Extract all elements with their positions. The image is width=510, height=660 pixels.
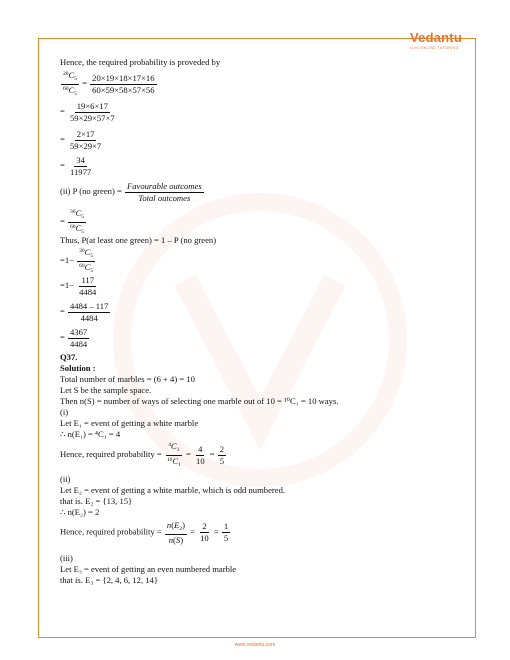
fraction: $\frac{4367}{4484}$ xyxy=(70,327,88,349)
fraction: $\frac{20\times 19\times 18\times 17\times 16}{60\times 59\times 58\times 57\times 56}$ xyxy=(92,72,155,95)
logo-name: Vedantu xyxy=(410,30,462,45)
fraction: $\frac{117}{4484}$ xyxy=(79,275,97,297)
math-line: = $\frac{34}{11977}$ xyxy=(60,155,92,177)
vedantu-logo xyxy=(410,30,468,52)
math-line: (ii) P (no green) = $\frac{\text{Favourable outcomes}}{\text{Total outcomes}}$ xyxy=(60,181,202,203)
fraction: $\frac{^{20}C_5}{^{60}C_5}$ xyxy=(63,70,77,97)
text-line: Total number of marbles = (6 + 4) = 10 xyxy=(60,374,195,384)
math-line: = $\frac{4367}{4484}$ xyxy=(60,327,88,349)
text-line: Thus, P(at least one green) = 1 – P (no green) xyxy=(60,235,217,245)
fraction: $\frac{1}{5}$ xyxy=(223,521,229,544)
text-line: Let E₁ = event of getting a white marble xyxy=(60,418,199,428)
fraction: $\frac{^{30}C_5}{^{60}C_5}$ xyxy=(70,208,84,235)
text-line: Hence, the required probability is proveded by xyxy=(60,57,221,67)
math-line: $\frac{^{20}C_5}{^{60}C_5}$ = $\frac{20\times 19\times 18\times 17\times 16}{60\times 59\times 58\times 57\times 56}$ xyxy=(63,70,155,97)
fraction: $\frac{4484 - 117}{4484}$ xyxy=(70,301,109,323)
logo-tagline: LIVE ONLINE TUTORING xyxy=(410,46,459,50)
math-line: = $\frac{^{30}C_5}{^{60}C_5}$ xyxy=(60,208,84,235)
fraction: $\frac{2}{5}$ xyxy=(219,443,225,466)
text-line: Let E₃ = event of getting an even numbered marble xyxy=(60,564,237,574)
math-line: = $\frac{19\times 6\times 17}{59\times 29\times 57\times 7}$ xyxy=(60,101,115,123)
math-line: =1− $\frac{117}{4484}$ xyxy=(60,275,97,297)
math-line: = $\frac{2\times 17}{59\times 29\times 7}$ xyxy=(60,129,102,151)
fraction: $\frac{2\times 17}{59\times 29\times 7}$ xyxy=(70,129,102,151)
math-line: Hence, required probability = $\frac{^4C_1}{^{10}C_1}$ = $\frac{4}{10}$ = $\frac{2}{5}$ xyxy=(60,441,225,468)
fraction: $\frac{34}{11977}$ xyxy=(70,155,92,177)
fraction: $\frac{^{30}C_5}{^{60}C_5}$ xyxy=(79,247,94,274)
part-label: (ii) xyxy=(60,474,71,484)
question-number: Q37. xyxy=(60,352,78,362)
fraction: $\frac{2}{10}$ xyxy=(200,521,209,544)
part-label: (iii) xyxy=(60,553,73,563)
part-label: (i) xyxy=(60,407,69,417)
fraction: $\frac{n(E_2)}{n(S)}$ xyxy=(166,520,185,545)
math-line: =1− $\frac{^{30}C_5}{^{60}C_5}$ xyxy=(60,247,94,274)
footer-url[interactable]: www.vedantu.com xyxy=(234,642,276,648)
text-line: ∴ n(E₁) = ⁴C₁ = 4 xyxy=(60,429,121,439)
text-line: Let E₂ = event of getting a white marble, which is odd numbered. xyxy=(60,485,286,495)
text-line: ∴ n(E₂) = 2 xyxy=(60,507,100,517)
fraction: $\frac{4}{10}$ xyxy=(196,443,205,466)
text-line: Let S be the sample space. xyxy=(60,385,152,395)
math-line: Hence, required probability = $\frac{n(E_2)}{n(S)}$ = $\frac{2}{10}$ = $\frac{1}{5}$ xyxy=(60,520,229,545)
math-line: = $\frac{4484 - 117}{4484}$ xyxy=(60,301,109,323)
fraction: $\frac{19\times 6\times 17}{59\times 29\times 57\times 7}$ xyxy=(70,101,115,123)
solution-heading: Solution : xyxy=(60,363,96,373)
fraction: $\frac{\text{Favourable outcomes}}{\text{Total outcomes}}$ xyxy=(126,181,202,203)
fraction: $\frac{^4C_1}{^{10}C_1}$ xyxy=(166,441,181,468)
text-line: Then n(S) = number of ways of selecting one marble out of 10 = ¹⁰C₁ = 10 ways. xyxy=(60,396,339,406)
text-line: that is. E₂ = {13, 15} xyxy=(60,496,133,506)
text-line: that is. E₃ = {2, 4, 6, 12, 14} xyxy=(60,575,158,585)
